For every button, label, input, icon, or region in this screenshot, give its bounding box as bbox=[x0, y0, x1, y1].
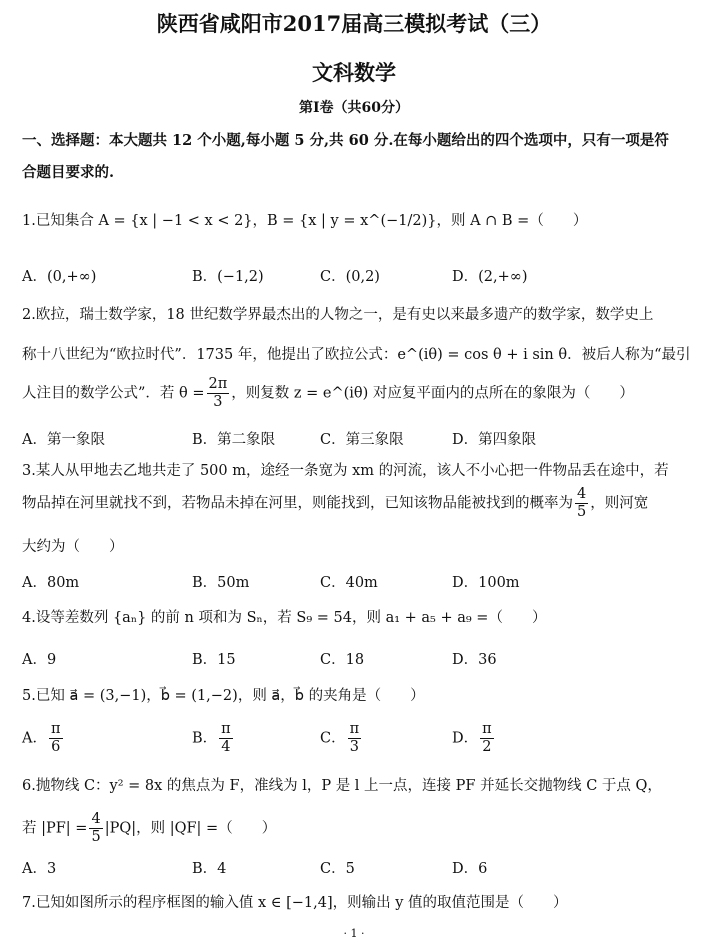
question-3-line2 bbox=[22, 486, 648, 521]
q3-option-d: D．100m bbox=[452, 575, 520, 591]
q6-option-c: C．5 bbox=[320, 861, 355, 877]
fraction-numerator: π bbox=[50, 721, 61, 737]
question-7-stem: 7.已知如图所示的程序框图的输入值 x ∈ [−1,4]，则输出 y 值的取值范围是（ ） bbox=[22, 895, 568, 911]
question-2-line2: 称十八世纪为“欧拉时代”．1735 年，他提出了欧拉公式：e^(iθ) = cos θ + i sin θ．被后人称为“最引 bbox=[22, 347, 691, 363]
question-3-line3: 大约为（ ） bbox=[22, 539, 124, 555]
exam-title: 陕西省咸阳市2017届高三模拟考试（三） bbox=[156, 11, 552, 36]
pi-fraction bbox=[348, 721, 362, 756]
pi-fraction bbox=[49, 721, 63, 756]
q1-option-d: D．(2,+∞) bbox=[452, 269, 528, 285]
section-instructions-line2: 合题目要求的. bbox=[22, 164, 115, 181]
q1-option-b: B．(−1,2) bbox=[192, 269, 264, 285]
fraction-denominator: 6 bbox=[49, 738, 63, 756]
fraction-numerator: π bbox=[221, 721, 231, 737]
q6-option-a: A．3 bbox=[22, 861, 57, 877]
question-6-line1: 6.抛物线 C：y² = 8x 的焦点为 F，准线为 l，P 是 l 上一点，连接 PF 并延长交抛物线 C 于点 Q， bbox=[22, 778, 662, 794]
fraction-numerator: 4 bbox=[577, 486, 587, 502]
question-3-line1: 3.某人从甲地去乙地共走了 500 m，途经一条宽为 xm 的河流，该人不小心把一件物品丢在途中，若 bbox=[22, 463, 669, 479]
q4-option-c: C．18 bbox=[320, 652, 365, 668]
q5-option-c bbox=[320, 721, 363, 756]
q5-option-d bbox=[452, 721, 496, 756]
question-6-line2b: |PQ|，则 |QF| =（ ） bbox=[104, 820, 277, 837]
q2-option-b: B．第二象限 bbox=[192, 432, 276, 448]
pi-fraction bbox=[480, 721, 494, 756]
question-6-line2 bbox=[22, 811, 276, 846]
option-label: C． bbox=[320, 730, 346, 747]
question-4-stem: 4.设等差数列 {aₙ} 的前 n 项和为 Sₙ，若 S₉ = 54，则 a₁ + a₅ + a₉ =（ ） bbox=[22, 610, 547, 626]
exam-part: 第Ⅰ卷（共60分） bbox=[298, 100, 410, 116]
fraction-denominator: 4 bbox=[219, 738, 233, 756]
q3-option-b: B．50m bbox=[192, 575, 250, 591]
q2-option-c: C．第三象限 bbox=[320, 432, 404, 448]
q1-option-a: A．(0,+∞) bbox=[22, 269, 97, 285]
fraction-numerator: 4 bbox=[91, 811, 101, 827]
section-instructions-line1: 一、选择题：本大题共 12 个小题,每小题 5 分,共 60 分.在每小题给出的四个选项中，只有一项是符 bbox=[22, 132, 669, 149]
pi-fraction bbox=[219, 721, 233, 756]
option-label: B． bbox=[192, 730, 218, 747]
q3-option-a: A．80m bbox=[22, 575, 80, 591]
theta-fraction bbox=[207, 376, 230, 411]
question-3-line2b: ，则河宽 bbox=[590, 495, 649, 512]
exam-subject: 文科数学 bbox=[312, 60, 396, 85]
question-6-line2a: 若 |PF| = bbox=[22, 820, 88, 837]
q2-option-a: A．第一象限 bbox=[22, 432, 105, 448]
option-label: A． bbox=[22, 730, 47, 747]
fraction-denominator: 2 bbox=[480, 738, 494, 756]
fraction-denominator: 5 bbox=[91, 829, 101, 845]
option-label: D． bbox=[452, 730, 479, 747]
q5-option-b bbox=[192, 721, 235, 756]
q2-option-d: D．第四象限 bbox=[452, 432, 537, 448]
fraction-numerator: π bbox=[349, 721, 360, 737]
fraction-denominator: 3 bbox=[348, 738, 362, 756]
question-5-stem: 5.已知 a⃗ = (3,−1)，b⃗ = (1,−2)，则 a⃗，b⃗ 的夹角是（ ） bbox=[22, 688, 425, 704]
page-number: · 1 · bbox=[343, 927, 365, 940]
fraction-denominator: 3 bbox=[213, 394, 223, 410]
fraction-denominator: 5 bbox=[577, 504, 587, 520]
fraction-numerator: 2π bbox=[208, 376, 228, 392]
q3-option-c: C．40m bbox=[320, 575, 378, 591]
q4-option-b: B．15 bbox=[192, 652, 236, 668]
question-3-line2a: 物品掉在河里就找不到，若物品未掉在河里，则能找到，已知该物品能被找到的概率为 bbox=[22, 495, 573, 512]
question-1-stem: 1.已知集合 A = {x | −1 < x < 2}，B = {x | y = x^(−1/2)}，则 A ∩ B =（ ） bbox=[22, 213, 588, 229]
q4-option-d: D．36 bbox=[452, 652, 497, 668]
question-2-line3 bbox=[22, 376, 634, 411]
probability-fraction bbox=[575, 486, 588, 521]
question-2-line3b: ，则复数 z = e^(iθ) 对应复平面内的点所在的象限为（ ） bbox=[231, 385, 634, 402]
q6-option-d: D．6 bbox=[452, 861, 488, 877]
question-2-line1: 2.欧拉，瑞士数学家，18 世纪数学界最杰出的人物之一，是有史以来最多遗产的数学家，数学史上 bbox=[22, 307, 654, 323]
q6-option-b: B．4 bbox=[192, 861, 227, 877]
q4-option-a: A．9 bbox=[22, 652, 57, 668]
q5-option-a bbox=[22, 721, 65, 756]
question-2-line3a: 人注目的数学公式”．若 θ = bbox=[22, 385, 205, 402]
ratio-fraction bbox=[89, 811, 102, 846]
fraction-numerator: π bbox=[482, 721, 492, 737]
q1-option-c: C．(0,2) bbox=[320, 269, 380, 285]
